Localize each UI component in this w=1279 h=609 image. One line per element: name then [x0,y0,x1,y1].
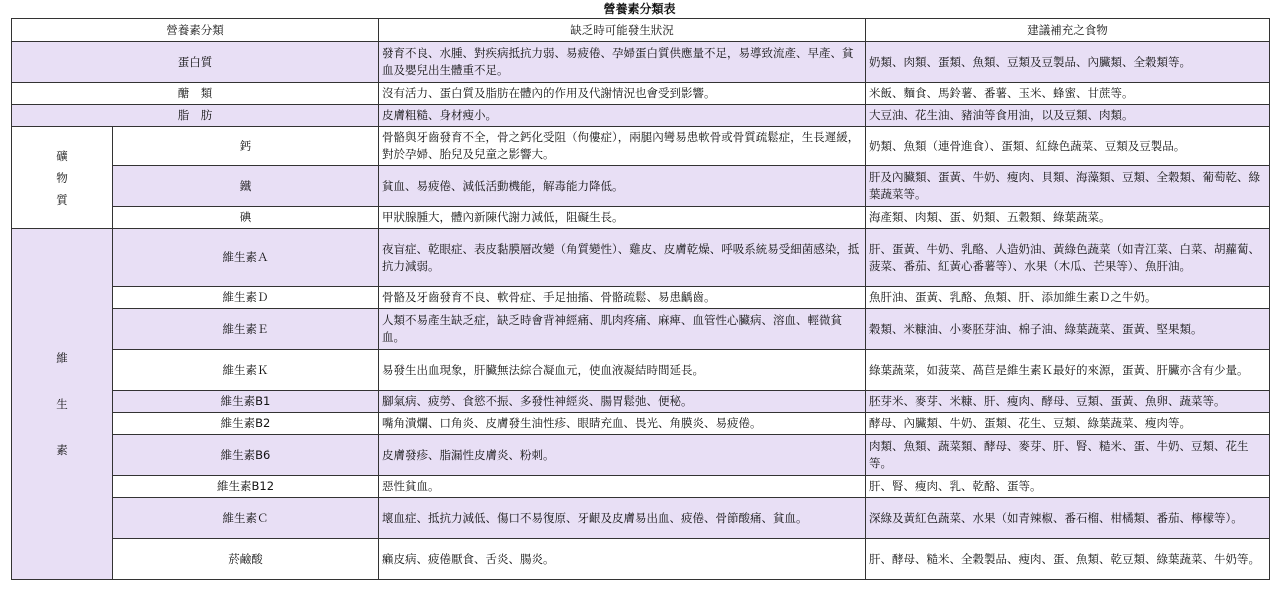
foods-cell: 穀類、米糠油、小麥胚芽油、棉子油、綠葉蔬菜、蛋黃、堅果類。 [866,309,1270,350]
symptoms-cell: 甲狀腺腫大，體內新陳代謝力減低，阻礙生長。 [379,207,866,229]
group-label-vitamin [12,229,113,580]
foods-cell: 肉類、魚類、蔬菜類、酵母、麥芽、肝、腎、糙米、蛋、牛奶、豆類、花生等。 [866,435,1270,476]
nutrient-name: 鐵 [113,166,379,207]
table-row [12,83,1270,105]
nutrient-name: 維生素B6 [113,435,379,476]
symptoms-cell: 貧血、易疲倦、減低活動機能，解毒能力降低。 [379,166,866,207]
symptoms-cell: 皮膚粗糙、身材瘦小。 [379,105,866,127]
header-row [12,19,1270,42]
symptoms-cell: 沒有活力、蛋白質及脂肪在體內的作用及代謝情況也會受到影響。 [379,83,866,105]
foods-cell: 大豆油、花生油、豬油等食用油，以及豆類、肉類。 [866,105,1270,127]
table-row [12,539,1270,580]
nutrient-name: 鈣 [113,127,379,166]
foods-cell: 海產類、肉類、蛋、奶類、五穀類、綠葉蔬菜。 [866,207,1270,229]
table-row [12,42,1270,83]
table-row [12,476,1270,498]
symptoms-cell: 骨骼及牙齒發育不良、軟骨症、手足抽搐、骨骼疏鬆、易患齲齒。 [379,287,866,309]
foods-cell: 魚肝油、蛋黃、乳酪、魚類、肝、添加維生素Ｄ之牛奶。 [866,287,1270,309]
nutrient-name: 維生素Ｃ [113,498,379,539]
nutrient-name: 醣 類 [12,83,379,105]
symptoms-cell: 骨骼與牙齒發育不全，骨之鈣化受阻（佝僂症），兩腿內彎易患軟骨或骨質疏鬆症，生長遲緩，對於孕婦、胎兒及兒童之影響大。 [379,127,866,166]
group-char: 生 [56,397,68,411]
group-label-mineral [12,127,113,229]
symptoms-cell: 人類不易產生缺乏症，缺乏時會背神經痛、肌肉疼痛、麻痺、血管性心臟病、溶血、輕微貧血。 [379,309,866,350]
nutrient-name: 菸鹼酸 [113,539,379,580]
nutrient-name: 維生素Ｄ [113,287,379,309]
table-row [12,105,1270,127]
header-category: 營養素分類 [12,19,379,42]
symptoms-cell: 惡性貧血。 [379,476,866,498]
symptoms-cell: 發育不良、水腫、對疾病抵抗力弱、易疲倦、孕婦蛋白質供應量不足，易導致流產、早產、貧血及嬰兒出生體重不足。 [379,42,866,83]
table-row [12,166,1270,207]
symptoms-cell: 夜盲症、乾眼症、表皮黏膜層改變（角質變性）、雞皮、皮膚乾燥、呼吸系統易受細菌感染，抵抗力減弱。 [379,229,866,287]
group-char: 素 [56,443,68,457]
foods-cell: 綠葉蔬菜，如菠菜、萵苣是維生素Ｋ最好的來源，蛋黃、肝臟亦含有少量。 [866,350,1270,391]
nutrient-name: 維生素B12 [113,476,379,498]
nutrient-name: 脂 肪 [12,105,379,127]
foods-cell: 肝、蛋黃、牛奶、乳酪、人造奶油、黃綠色蔬菜（如青江菜、白菜、胡蘿蔔、菠菜、番茄、紅黃心番薯等）、水果（木瓜、芒果等）、魚肝油。 [866,229,1270,287]
table-row [12,350,1270,391]
foods-cell: 奶類、肉類、蛋類、魚類、豆類及豆製品、內臟類、全穀類等。 [866,42,1270,83]
nutrient-name: 碘 [113,207,379,229]
symptoms-cell: 易發生出血現象，肝臟無法綜合凝血元，使血液凝結時間延長。 [379,350,866,391]
foods-cell: 深綠及黃紅色蔬菜、水果（如青辣椒、番石榴、柑橘類、番茄、檸檬等）。 [866,498,1270,539]
table-row [12,391,1270,413]
symptoms-cell: 皮膚發疹、脂漏性皮膚炎、粉刺。 [379,435,866,476]
symptoms-cell: 腳氣病、疲勞、食慾不振、多發性神經炎、腸胃鬆弛、便秘。 [379,391,866,413]
nutrient-name: 維生素Ａ [113,229,379,287]
nutrient-name: 維生素B2 [113,413,379,435]
symptoms-cell: 嘴角潰爛、口角炎、皮膚發生油性疹、眼睛充血、畏光、角膜炎、易疲倦。 [379,413,866,435]
header-symptoms: 缺乏時可能發生狀況 [379,19,866,42]
table-row [12,127,1270,166]
nutrient-name: 維生素Ｋ [113,350,379,391]
symptoms-cell: 壞血症、抵抗力減低、傷口不易復原、牙齦及皮膚易出血、疲倦、骨節酸痛、貧血。 [379,498,866,539]
symptoms-cell: 癩皮病、疲倦厭食、舌炎、腸炎。 [379,539,866,580]
foods-cell: 米飯、麵食、馬鈴薯、番薯、玉米、蜂蜜、甘蔗等。 [866,83,1270,105]
group-char: 質 [56,192,68,207]
nutrient-name: 維生素Ｅ [113,309,379,350]
nutrient-table [11,18,1270,580]
nutrient-name: 維生素B1 [113,391,379,413]
table-row [12,498,1270,539]
table-row [12,229,1270,287]
foods-cell: 肝、酵母、糙米、全穀製品、瘦肉、蛋、魚類、乾豆類、綠葉蔬菜、牛奶等。 [866,539,1270,580]
foods-cell: 酵母、內臟類、牛奶、蛋類、花生、豆類、綠葉蔬菜、瘦肉等。 [866,413,1270,435]
group-char: 維 [56,351,68,365]
table-row [12,309,1270,350]
group-char: 礦 [56,148,68,163]
group-char: 物 [56,170,68,185]
nutrient-name: 蛋白質 [12,42,379,83]
foods-cell: 肝、腎、瘦肉、乳、乾酪、蛋等。 [866,476,1270,498]
table-row [12,207,1270,229]
foods-cell: 肝及內臟類、蛋黃、牛奶、瘦肉、貝類、海藻類、豆類、全穀類、葡萄乾、綠葉蔬菜等。 [866,166,1270,207]
header-foods: 建議補充之食物 [866,19,1270,42]
foods-cell: 奶類、魚類（連骨進食）、蛋類、紅綠色蔬菜、豆類及豆製品。 [866,127,1270,166]
table-title: 營養素分類表 [603,2,676,16]
foods-cell: 胚芽米、麥芽、米糠、肝、瘦肉、酵母、豆類、蛋黃、魚卵、蔬菜等。 [866,391,1270,413]
table-row [12,287,1270,309]
table-row [12,435,1270,476]
table-row [12,413,1270,435]
